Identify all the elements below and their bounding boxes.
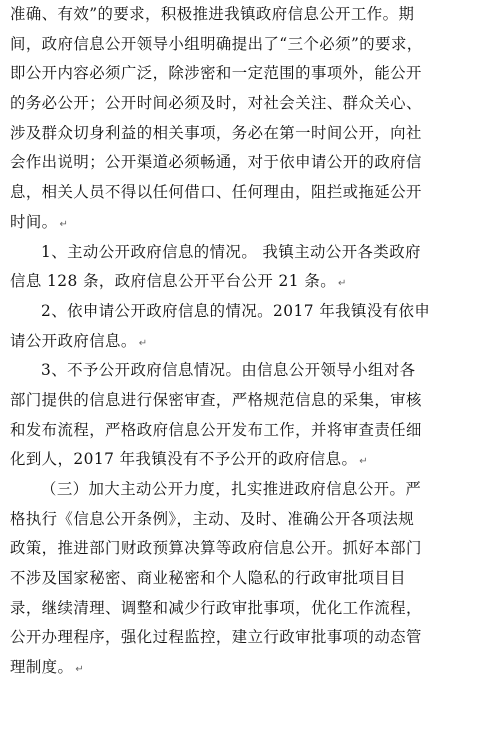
text-line: 请公开政府信息。 ↵ bbox=[10, 331, 148, 350]
text-line: 格执行《信息公开条例》，主动、及时、准确公开各项法规 bbox=[10, 509, 415, 528]
text-line: 部门提供的信息进行保密审查，严格规范信息的采集，审核 bbox=[10, 390, 422, 409]
text-line: 信息 128 条，政府信息公开平台公开 21 条。 ↵ bbox=[10, 272, 347, 291]
text-line: 间，政府信息公开领导小组明确提出了“三个必须”的要求， bbox=[10, 34, 423, 53]
paragraph-mark-icon: ↵ bbox=[138, 337, 148, 349]
text-line: 理制度。 ↵ bbox=[10, 658, 85, 677]
text-line: 录，继续清理、调整和减少行政审批事项，优化工作流程， bbox=[10, 598, 422, 617]
text-line: 息，相关人员不得以任何借口、任何理由，阻拦或拖延公开 bbox=[10, 183, 422, 202]
paragraph-mark-icon: ↵ bbox=[59, 218, 69, 230]
text-line: 2、依申请公开政府信息的情况。2017 年我镇没有依申 bbox=[41, 301, 431, 320]
paragraph-mark-icon: ↵ bbox=[338, 278, 347, 290]
text-line: 时间。 ↵ bbox=[10, 212, 69, 231]
text-line: 即公开内容必须广泛，除涉密和一定范围的事项外，能公开 bbox=[10, 64, 422, 83]
text-line: 涉及群众切身利益的相关事项，务必在第一时间公开，向社 bbox=[10, 123, 422, 142]
section-heading-line: （三）加大主动公开力度，扎实推进政府信息公开。严 bbox=[41, 480, 422, 498]
text-line: 的务必公开；公开时间必须及时，对社会关注、群众关心、 bbox=[10, 94, 422, 113]
text-line: 准确、有效”的要求，积极推进我镇政府信息公开工作。期 bbox=[10, 5, 415, 23]
text-line: 3、不予公开政府信息情况。由信息公开领导小组对各 bbox=[41, 361, 416, 380]
text-line: 和发布流程，严格政府信息公开发布工作，并将审查责任细 bbox=[10, 420, 422, 439]
paragraph-mark-icon: ↵ bbox=[359, 456, 369, 468]
text-line: 1、主动公开政府信息的情况。 我镇主动公开各类政府 bbox=[41, 242, 421, 261]
text-line: 政策，推进部门财政预算决算等政府信息公开。抓好本部门 bbox=[10, 539, 422, 558]
text-line: 不涉及国家秘密、商业秘密和个人隐私的行政审批项目目 bbox=[10, 569, 407, 588]
text-line: 化到人，2017 年我镇没有不予公开的政府信息。 ↵ bbox=[10, 450, 369, 469]
text-line: 会作出说明；公开渠道必须畅通，对于依申请公开的政府信 bbox=[10, 153, 422, 172]
paragraph-mark-icon: ↵ bbox=[75, 664, 85, 676]
text-line: 公开办理程序，强化过程监控，建立行政审批事项的动态管 bbox=[10, 628, 422, 647]
